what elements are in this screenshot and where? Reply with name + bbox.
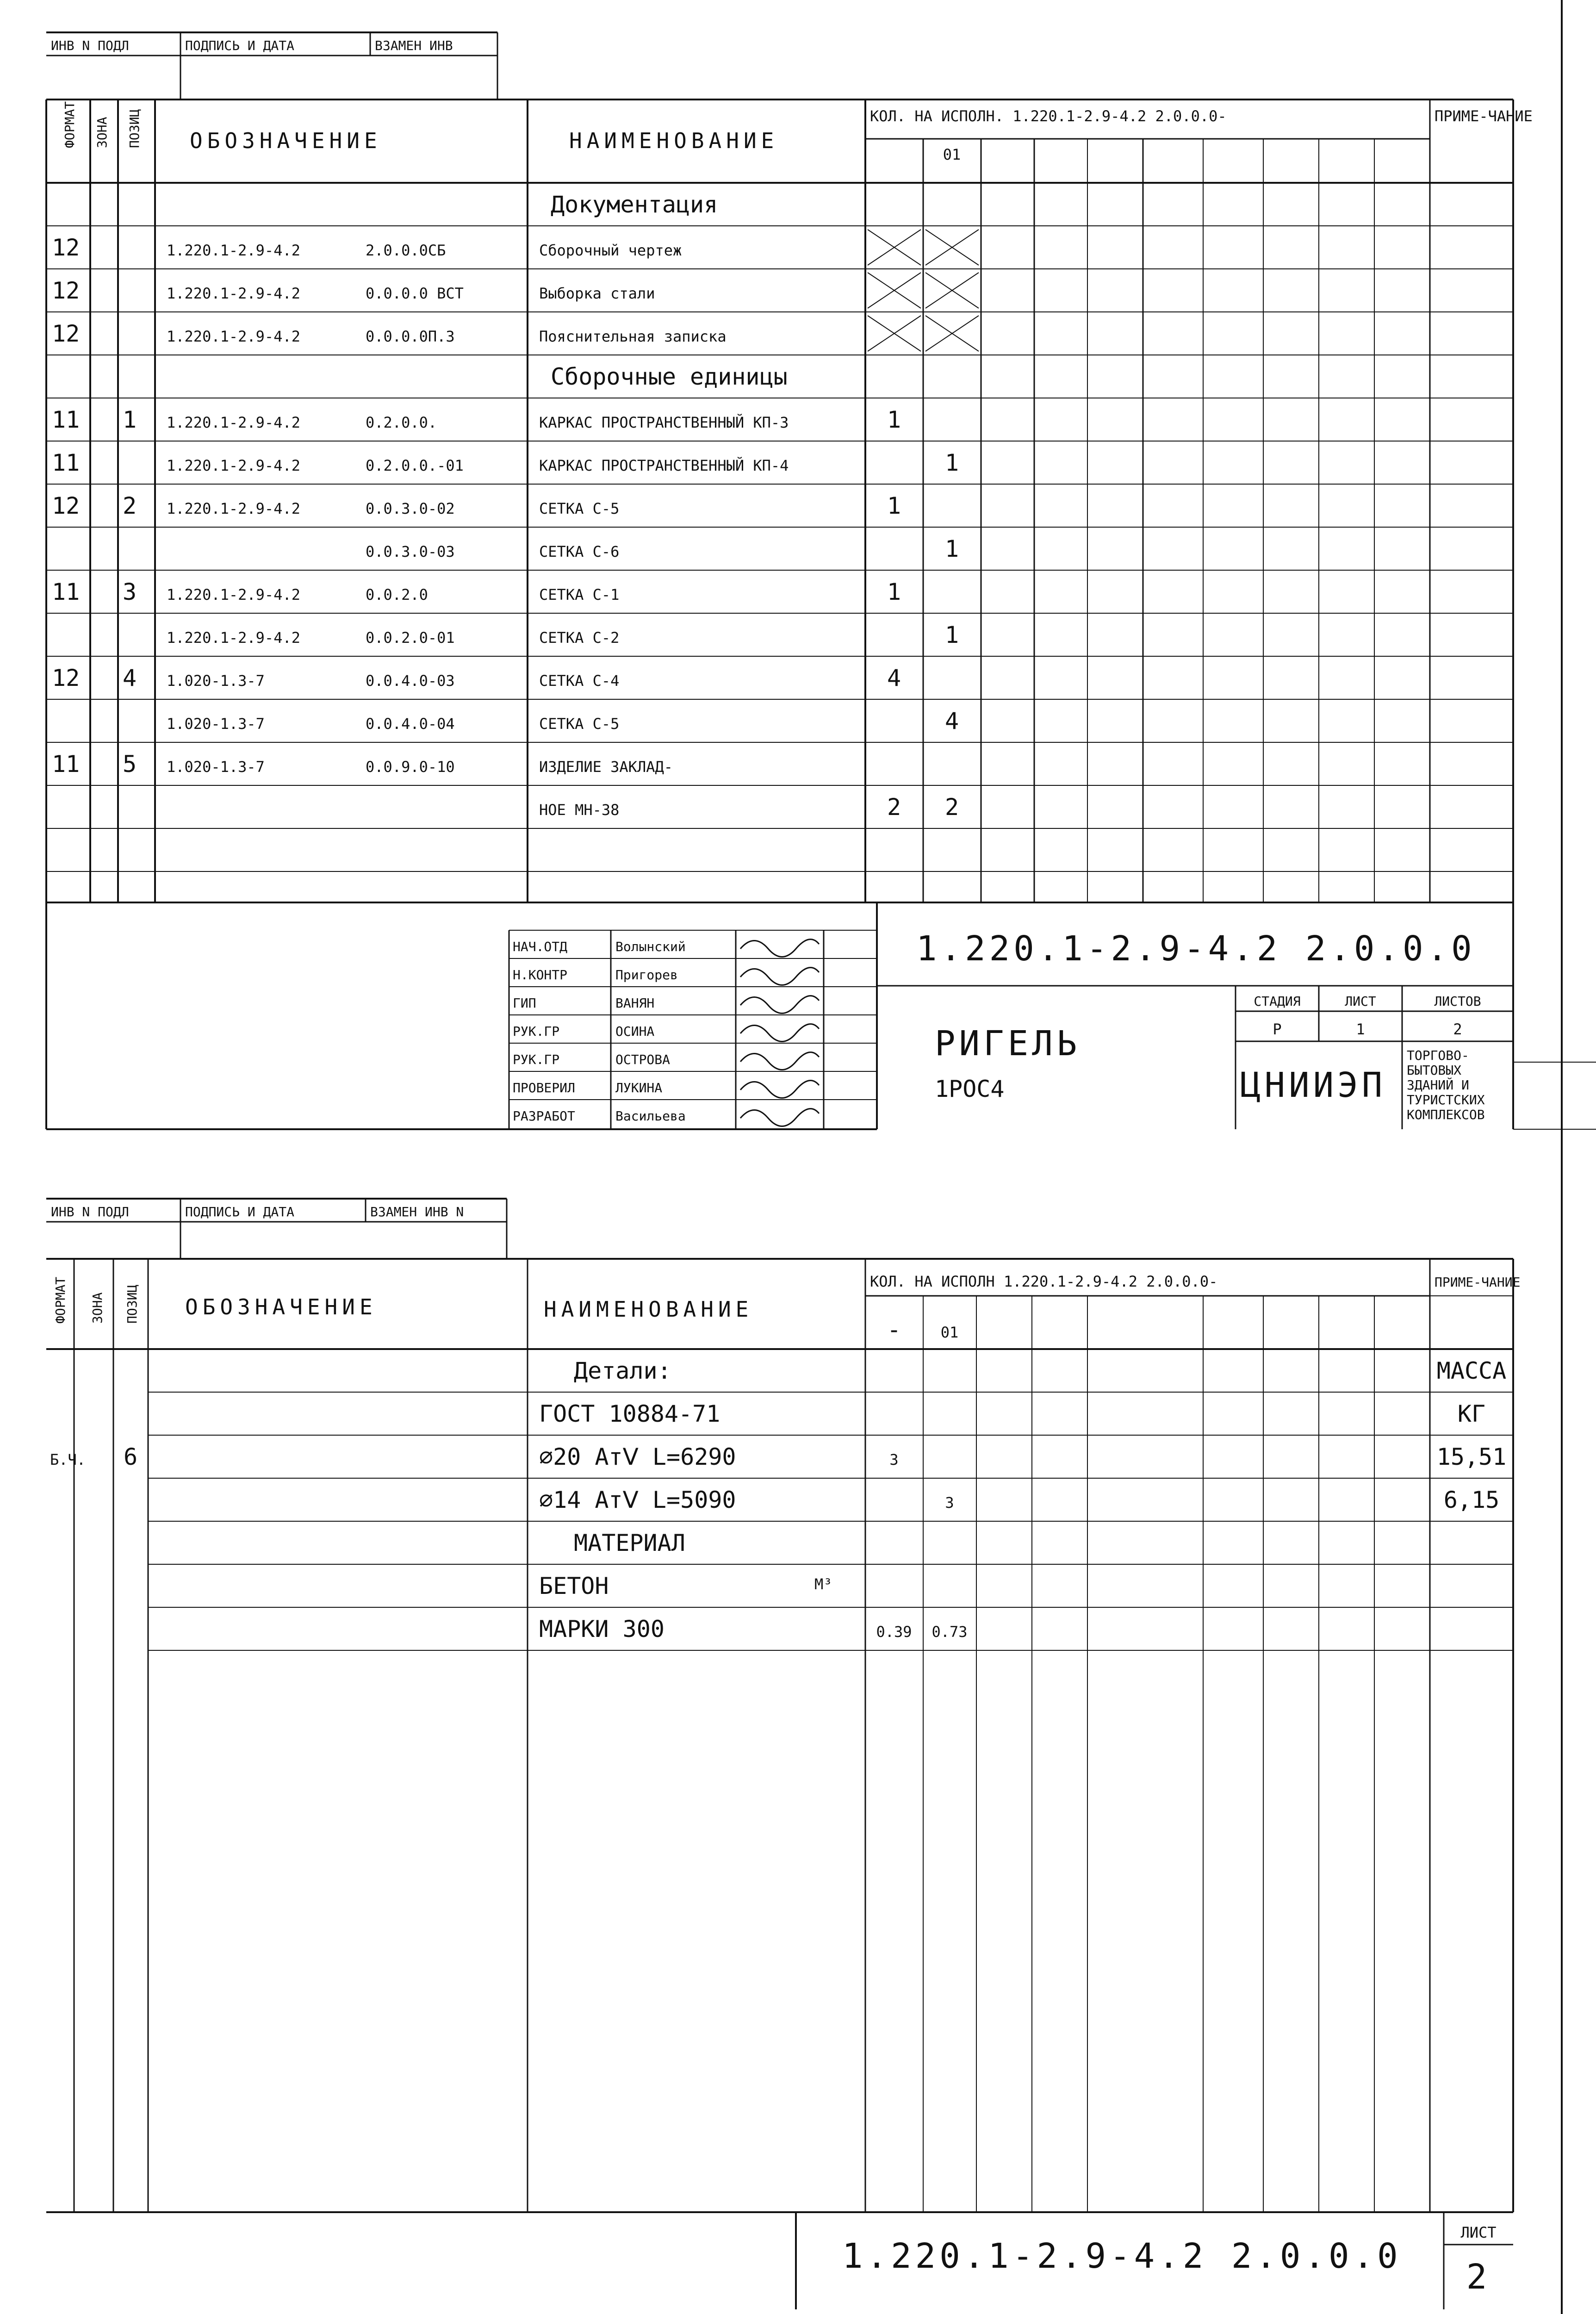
handwritten-signature [740, 1081, 819, 1098]
row-format: 12 [52, 277, 80, 304]
row-qty-2: 4 [944, 708, 959, 734]
row-name: Пояснительная записка [539, 328, 727, 345]
signature-role: ГИП [513, 995, 536, 1011]
row-name: Выборка стали [539, 285, 655, 302]
specification-sheet-1 [46, 32, 1533, 1129]
row-qty-2: 0.73 [932, 1623, 968, 1641]
row-code: 0.2.0.0.-01 [366, 457, 464, 474]
row-note: МАССА [1436, 1357, 1507, 1384]
row-name: СЕТКА С-4 [539, 672, 620, 690]
stage-label: СТАДИЯ [1254, 994, 1301, 1009]
row-designation: 1.220.1-2.9-4.2 [167, 242, 300, 259]
row-qty-1: 1 [887, 492, 901, 519]
row-name: СЕТКА С-2 [539, 629, 620, 647]
row-qty-2: 1 [944, 622, 959, 648]
drawing-subtitle: 1РОС4 [935, 1076, 1005, 1102]
signature-role: РУК.ГР [513, 1024, 560, 1039]
header-format: ФОРМАТ [62, 101, 77, 148]
row-name: СЕТКА С-5 [539, 500, 620, 517]
signature-name: Волынский [615, 939, 686, 954]
row-designation: 1.020-1.3-7 [167, 758, 265, 776]
organization-description: КОМПЛЕКСОВ [1407, 1107, 1485, 1122]
header-note: ПРИМЕ-ЧАНИЕ [1435, 107, 1533, 125]
row-name: МАРКИ 300 [539, 1616, 664, 1642]
organization-description: ЗДАНИЙ И [1407, 1077, 1469, 1093]
signature-name: Васильева [615, 1108, 686, 1124]
stamp-label-replace: ВЗАМЕН ИНВ [375, 38, 453, 53]
signature-name: ВАНЯН [615, 995, 655, 1011]
row-name: НОЕ МН-38 [539, 801, 620, 819]
row-name: СЕТКА С-6 [539, 543, 620, 560]
handwritten-signature [740, 1024, 819, 1042]
row-name: ГОСТ 10884-71 [539, 1400, 720, 1427]
row-format: 12 [52, 665, 80, 691]
row-code: 0.0.3.0-03 [366, 543, 455, 560]
header-position: ПОЗИЦ [127, 109, 142, 148]
sheet-value: 1 [1356, 1020, 1365, 1038]
row-position: 2 [122, 492, 137, 519]
stamp-label-sign: ПОДПИСЬ И ДАТА [185, 38, 295, 53]
row-note: 15,51 [1436, 1443, 1507, 1470]
row-name: Документация [551, 191, 718, 218]
row-code: 0.2.0.0. [366, 414, 437, 431]
row-qty-2: 3 [945, 1494, 954, 1512]
header-note: ПРИМЕ-ЧАНИЕ [1435, 1275, 1521, 1290]
row-code: 0.0.0.0 ВСТ [366, 285, 464, 302]
row-name: СЕТКА С-5 [539, 715, 620, 733]
header-quantity: КОЛ. НА ИСПОЛН 1.220.1-2.9-4.2 2.0.0.0- [870, 1273, 1218, 1290]
stamp-label-inv: ИНВ N ПОДЛ [51, 38, 129, 53]
page-frame [1513, 0, 1596, 2314]
stamp-label-sign: ПОДПИСЬ И ДАТА [185, 1204, 295, 1219]
row-name: Детали: [574, 1357, 671, 1384]
row-qty-1: 1 [887, 406, 901, 433]
row-designation: 1.220.1-2.9-4.2 [167, 629, 300, 647]
header-position: ПОЗИЦ [124, 1284, 140, 1324]
row-name: КАРКАС ПРОСТРАНСТВЕННЫЙ КП-4 [539, 457, 789, 474]
row-qty-1: 1 [887, 578, 901, 605]
row-name: БЕТОН [539, 1573, 609, 1599]
row-name: ИЗДЕЛИЕ ЗАКЛАД- [539, 758, 673, 776]
organization-name: ЦНИИЭП [1240, 1065, 1386, 1105]
signature-name: ЛУКИНА [615, 1080, 663, 1095]
row-qty-1: 0.39 [876, 1623, 912, 1641]
footer-sheet-number: 2 [1466, 2257, 1491, 2297]
row-format: 11 [52, 578, 80, 605]
row-code: 0.0.2.0 [366, 586, 428, 603]
handwritten-signature [740, 939, 819, 957]
row-format: 11 [52, 751, 80, 778]
header-name: НАИМЕНОВАНИЕ [544, 1297, 753, 1322]
header-format: ФОРМАТ [53, 1276, 68, 1324]
row-format: 11 [52, 449, 80, 476]
header-designation: ОБОЗНАЧЕНИЕ [185, 1294, 377, 1319]
handwritten-signature [740, 1109, 819, 1126]
footer-document-code: 1.220.1-2.9-4.2 2.0.0.0 [842, 2236, 1402, 2276]
header-qty-variant-1: - [887, 1316, 901, 1343]
row-qty-1: 4 [887, 665, 901, 691]
handwritten-signature [740, 996, 819, 1014]
row-position: 5 [122, 751, 137, 778]
row-designation: 1.220.1-2.9-4.2 [167, 414, 300, 431]
organization-description: ТОРГОВО- [1407, 1048, 1469, 1063]
signature-role: ПРОВЕРИЛ [513, 1080, 575, 1095]
row-note: 6,15 [1443, 1487, 1500, 1513]
row-name: Сборочный чертеж [539, 242, 682, 259]
sheets-value: 2 [1453, 1020, 1462, 1038]
header-name: НАИМЕНОВАНИЕ [569, 128, 779, 153]
row-code: 2.0.0.0СБ [366, 242, 446, 259]
signature-role: Н.КОНТР [513, 967, 568, 983]
row-qty-2: 1 [944, 535, 959, 562]
stamp-label-replace: ВЗАМЕН ИНВ N [370, 1204, 464, 1219]
row-name: ⌀20 АтⅤ L=6290 [539, 1443, 736, 1470]
sheets-label: ЛИСТОВ [1434, 994, 1481, 1009]
row-designation: 1.220.1-2.9-4.2 [167, 328, 300, 345]
row-format: 11 [52, 406, 80, 433]
organization-description: БЫТОВЫХ [1407, 1063, 1462, 1078]
row-name: КАРКАС ПРОСТРАНСТВЕННЫЙ КП-3 [539, 414, 789, 431]
drawing-title: РИГЕЛЬ [935, 1024, 1081, 1064]
row-position: 3 [122, 578, 137, 605]
handwritten-signature [740, 1052, 819, 1070]
row-designation: 1.020-1.3-7 [167, 715, 265, 733]
header-qty-variant-2: 01 [943, 146, 961, 163]
row-note: КГ [1457, 1400, 1486, 1427]
row-code: 0.0.0.0П.З [366, 328, 455, 345]
header-designation: ОБОЗНАЧЕНИЕ [190, 128, 382, 153]
row-name: МАТЕРИАЛ [574, 1530, 685, 1556]
header-zone: ЗОНА [94, 117, 110, 148]
row-name: ⌀14 АтⅤ L=5090 [539, 1487, 736, 1513]
signature-name: ОСТРОВА [615, 1052, 671, 1067]
document-code: 1.220.1-2.9-4.2 2.0.0.0 [916, 929, 1476, 969]
signature-role: НАЧ.ОТД [513, 939, 568, 954]
row-format: 12 [52, 492, 80, 519]
row-designation: 1.020-1.3-7 [167, 672, 265, 690]
signature-name: ОСИНА [615, 1024, 655, 1039]
row-unit: М³ [814, 1575, 832, 1593]
signature-role: РУК.ГР [513, 1052, 560, 1067]
row-position: 6 [123, 1443, 138, 1470]
row-name: СЕТКА С-1 [539, 586, 620, 603]
signature-name: Пригорев [615, 967, 678, 983]
row-designation: 1.220.1-2.9-4.2 [167, 586, 300, 603]
signature-role: РАЗРАБОТ [513, 1108, 575, 1124]
row-name: Сборочные единицы [551, 363, 788, 390]
organization-description: ТУРИСТСКИХ [1407, 1092, 1485, 1107]
stamp-label-inv: ИНВ N ПОДЛ [51, 1204, 129, 1219]
row-qty-2: 2 [944, 794, 959, 821]
footer-sheet-label: ЛИСТ [1460, 2224, 1497, 2241]
row-code: 0.0.4.0-04 [366, 715, 455, 733]
row-qty-1: 3 [889, 1451, 899, 1468]
sheet-label: ЛИСТ [1345, 994, 1376, 1009]
row-designation: 1.220.1-2.9-4.2 [167, 457, 300, 474]
row-qty-2: 1 [944, 449, 959, 476]
row-code: 0.0.3.0-02 [366, 500, 455, 517]
specification-sheet-2 [46, 1199, 1520, 2309]
row-qty-1: 2 [887, 794, 901, 821]
row-position: 1 [122, 406, 137, 433]
row-format: 12 [52, 320, 80, 347]
stage-value: Р [1273, 1020, 1282, 1038]
header-quantity: КОЛ. НА ИСПОЛН. 1.220.1-2.9-4.2 2.0.0.0- [870, 107, 1227, 125]
row-code: 0.0.4.0-03 [366, 672, 455, 690]
row-position: 4 [122, 665, 137, 691]
header-zone: ЗОНА [90, 1292, 105, 1324]
header-qty-variant-2: 01 [940, 1324, 959, 1341]
row-format: 12 [52, 234, 80, 261]
row-format: Б.Ч. [50, 1451, 86, 1468]
row-code: 0.0.2.0-01 [366, 629, 455, 647]
row-designation: 1.220.1-2.9-4.2 [167, 285, 300, 302]
row-designation: 1.220.1-2.9-4.2 [167, 500, 300, 517]
row-code: 0.0.9.0-10 [366, 758, 455, 776]
handwritten-signature [740, 968, 819, 985]
